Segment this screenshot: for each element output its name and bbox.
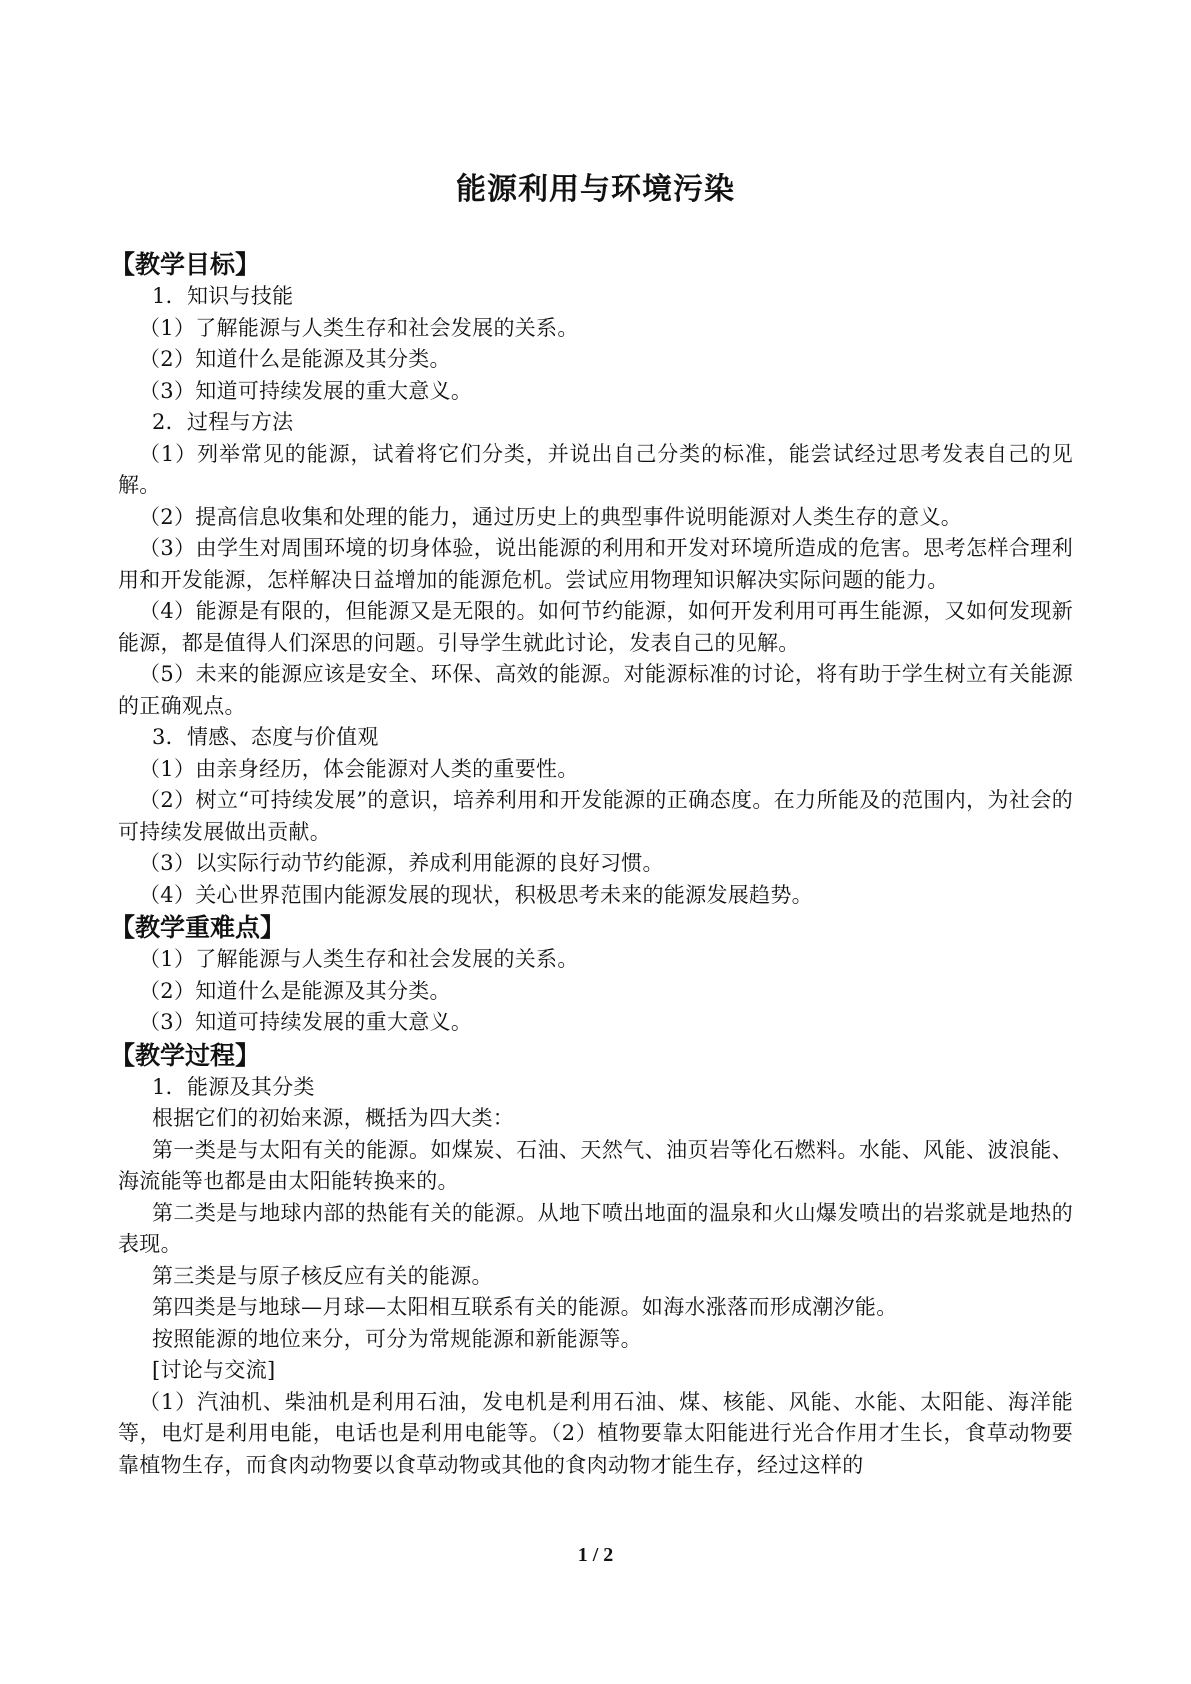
subsection-title: 2．过程与方法 <box>152 410 294 434</box>
list-item: （4）关心世界范围内能源发展的现状，积极思考未来的能源发展趋势。 <box>139 882 813 907</box>
document-body <box>110 248 1073 1481</box>
section-heading-process: 【教学过程】 <box>110 1040 261 1070</box>
list-item: （3）以实际行动节约能源，养成利用能源的良好习惯。 <box>139 851 664 875</box>
list-item: （1）了解能源与人类生存和社会发展的关系。 <box>139 315 579 340</box>
list-item: （5）未来的能源应该是安全、环保、高效的能源。对能源标准的讨论，将有助于学生树立有关能源的正确观点。 <box>118 662 1073 718</box>
list-item: （1）列举常见的能源，试着将它们分类，并说出自己分类的标准，能尝试经过思考发表自己的见解。 <box>118 441 1073 497</box>
paragraph: 第四类是与地球—月球—太阳相互联系有关的能源。如海水涨落而形成潮汐能。 <box>152 1295 898 1319</box>
list-item: （1）由亲身经历，体会能源对人类的重要性。 <box>139 756 579 781</box>
paragraph: 根据它们的初始来源，概括为四大类： <box>152 1106 515 1130</box>
list-item: （2）知道什么是能源及其分类。 <box>139 347 451 371</box>
subsection-title: 1．能源及其分类 <box>152 1074 315 1099</box>
paragraph: 第二类是与地球内部的热能有关的能源。从地下喷出地面的温泉和火山爆发喷出的岩浆就是地热的表现。 <box>118 1200 1073 1256</box>
section-heading-keypoints: 【教学重难点】 <box>110 913 286 942</box>
list-item: （3）知道可持续发展的重大意义。 <box>139 1010 473 1034</box>
list-item: （3）由学生对周围环境的切身体验，说出能源的利用和开发对环境所造成的危害。思考怎样合理利用和开发能源，怎样解决日益增加的能源危机。尝试应用物理知识解决实际问题的能力。 <box>118 536 1073 592</box>
subsection-title: 1．知识与技能 <box>152 284 294 308</box>
paragraph: 第一类是与太阳有关的能源。如煤炭、石油、天然气、油页岩等化石燃料。水能、风能、波浪能、海流能等也都是由太阳能转换来的。 <box>118 1137 1073 1193</box>
paragraph: （1）汽油机、柴油机是利用石油，发电机是利用石油、煤、核能、风能、水能、太阳能、海洋能等，电灯是利用电能，电话也是利用电能等。（2）植物要靠太阳能进行光合作用才生长，食草动物要靠植物生存，而食肉动物要以食草动物或其他的食肉动物才能生存，经过这样的 <box>118 1389 1073 1477</box>
list-item: （1）了解能源与人类生存和社会发展的关系。 <box>139 947 579 971</box>
list-item: （2）树立“可持续发展”的意识，培养利用和开发能源的正确态度。在力所能及的范围内，为社会的可持续发展做出贡献。 <box>118 788 1073 844</box>
list-item: （2）知道什么是能源及其分类。 <box>139 978 451 1003</box>
paragraph: [讨论与交流] <box>152 1358 276 1382</box>
page-title: 能源利用与环境污染 <box>456 172 735 207</box>
section-heading-objectives: 【教学目标】 <box>110 250 261 279</box>
page-number: 1 / 2 <box>577 1544 614 1566</box>
list-item: （2）提高信息收集和处理的能力，通过历史上的典型事件说明能源对人类生存的意义。 <box>139 504 963 529</box>
subsection-title: 3．情感、态度与价值观 <box>152 725 379 749</box>
list-item: （3）知道可持续发展的重大意义。 <box>139 378 473 403</box>
paragraph: 第三类是与原子核反应有关的能源。 <box>152 1263 493 1288</box>
list-item: （4）能源是有限的，但能源又是无限的。如何节约能源，如何开发利用可再生能源，又如何发现新能源，都是值得人们深思的问题。引导学生就此讨论，发表自己的见解。 <box>118 599 1073 655</box>
paragraph: 按照能源的地位来分，可分为常规能源和新能源等。 <box>152 1326 642 1351</box>
